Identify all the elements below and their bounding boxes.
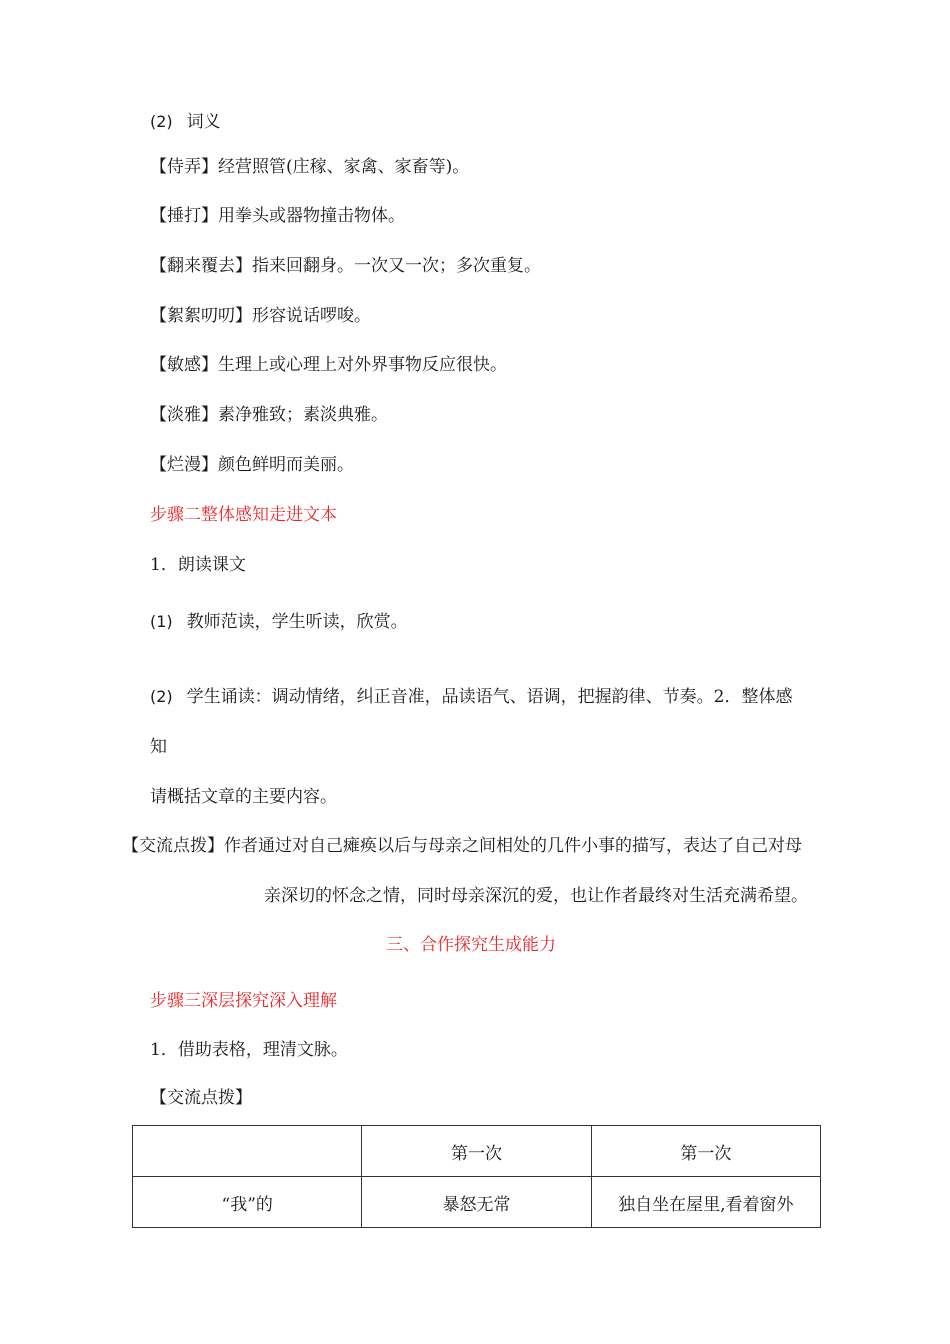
read-item-2-number: (2) [150, 687, 173, 706]
summary-table [132, 1125, 821, 1228]
exchange-comment-line2: 亲深切的怀念之情，同时母亲深沉的爱，也让作者最终对生活充满希望。 [264, 886, 808, 906]
table-cell: 第一次 [591, 1126, 820, 1177]
table-row [133, 1126, 821, 1177]
step2-title: 步骤二整体感知走进文本 [150, 505, 337, 525]
read-item-2-text: 学生诵读：调动情绪，纠正音准，品读语气、语调，把握韵律、节奏。2．整体感 [186, 687, 793, 707]
definition-term: 【烂漫】 [150, 455, 218, 475]
sub-heading-meaning [150, 114, 221, 131]
sub-heading-number: (2) [150, 112, 173, 131]
read-item-1 [150, 614, 408, 631]
definition-item [150, 357, 507, 374]
table-cell: 第一次 [362, 1126, 591, 1177]
definition-term: 【捶打】 [150, 206, 218, 226]
definition-term: 【敏感】 [150, 355, 218, 375]
table-cell: 暴怒无常 [362, 1177, 591, 1228]
read-item-1-text: 教师范读，学生听读，欣赏。 [186, 612, 408, 632]
definition-term: 【淡雅】 [150, 405, 218, 425]
sub-heading-text: 词义 [186, 112, 221, 132]
definition-item [150, 457, 354, 474]
definition-item [150, 208, 405, 225]
table-row [133, 1177, 821, 1228]
definition-text: 指来回翻身。一次又一次；多次重复。 [252, 256, 541, 276]
item1-read-aloud: 1．朗读课文 [150, 555, 246, 575]
definition-term: 【翻来覆去】 [150, 256, 252, 276]
definition-text: 用拳头或器物撞击物体。 [218, 206, 405, 226]
definition-term: 【絮絮叨叨】 [150, 306, 252, 326]
definition-item [150, 159, 469, 176]
exchange-comment-line1: 【交流点拨】作者通过对自己瘫痪以后与母亲之间相处的几件小事的描写，表达了自己对母 [122, 836, 802, 856]
read-item-2-continued: 知 [150, 737, 167, 757]
section3-title: 三、合作探究生成能力 [386, 935, 556, 955]
definition-item [150, 407, 388, 424]
read-item-1-number: (1) [150, 612, 173, 631]
step3-title: 步骤三深层探究深入理解 [150, 991, 337, 1011]
exchange-comment-label: 【交流点拨】 [150, 1088, 252, 1108]
definition-text: 经营照管(庄稼、家禽、家畜等)。 [218, 157, 470, 177]
definition-text: 生理上或心理上对外界事物反应很快。 [218, 355, 507, 375]
item3-1-table: 1．借助表格，理清文脉。 [150, 1040, 348, 1060]
definition-item [150, 258, 541, 275]
definition-text: 颜色鲜明而美丽。 [218, 455, 354, 475]
table-cell [133, 1126, 362, 1177]
summary-prompt: 请概括文章的主要内容。 [150, 787, 337, 807]
table-cell: “我”的 [133, 1177, 362, 1228]
definition-term: 【侍弄】 [150, 157, 218, 177]
definition-item [150, 308, 371, 325]
table-cell: 独自坐在屋里,看着窗外 [591, 1177, 820, 1228]
definition-text: 形容说话啰唆。 [252, 306, 371, 326]
definition-text: 素净雅致；素淡典雅。 [218, 405, 388, 425]
read-item-2 [150, 689, 793, 706]
